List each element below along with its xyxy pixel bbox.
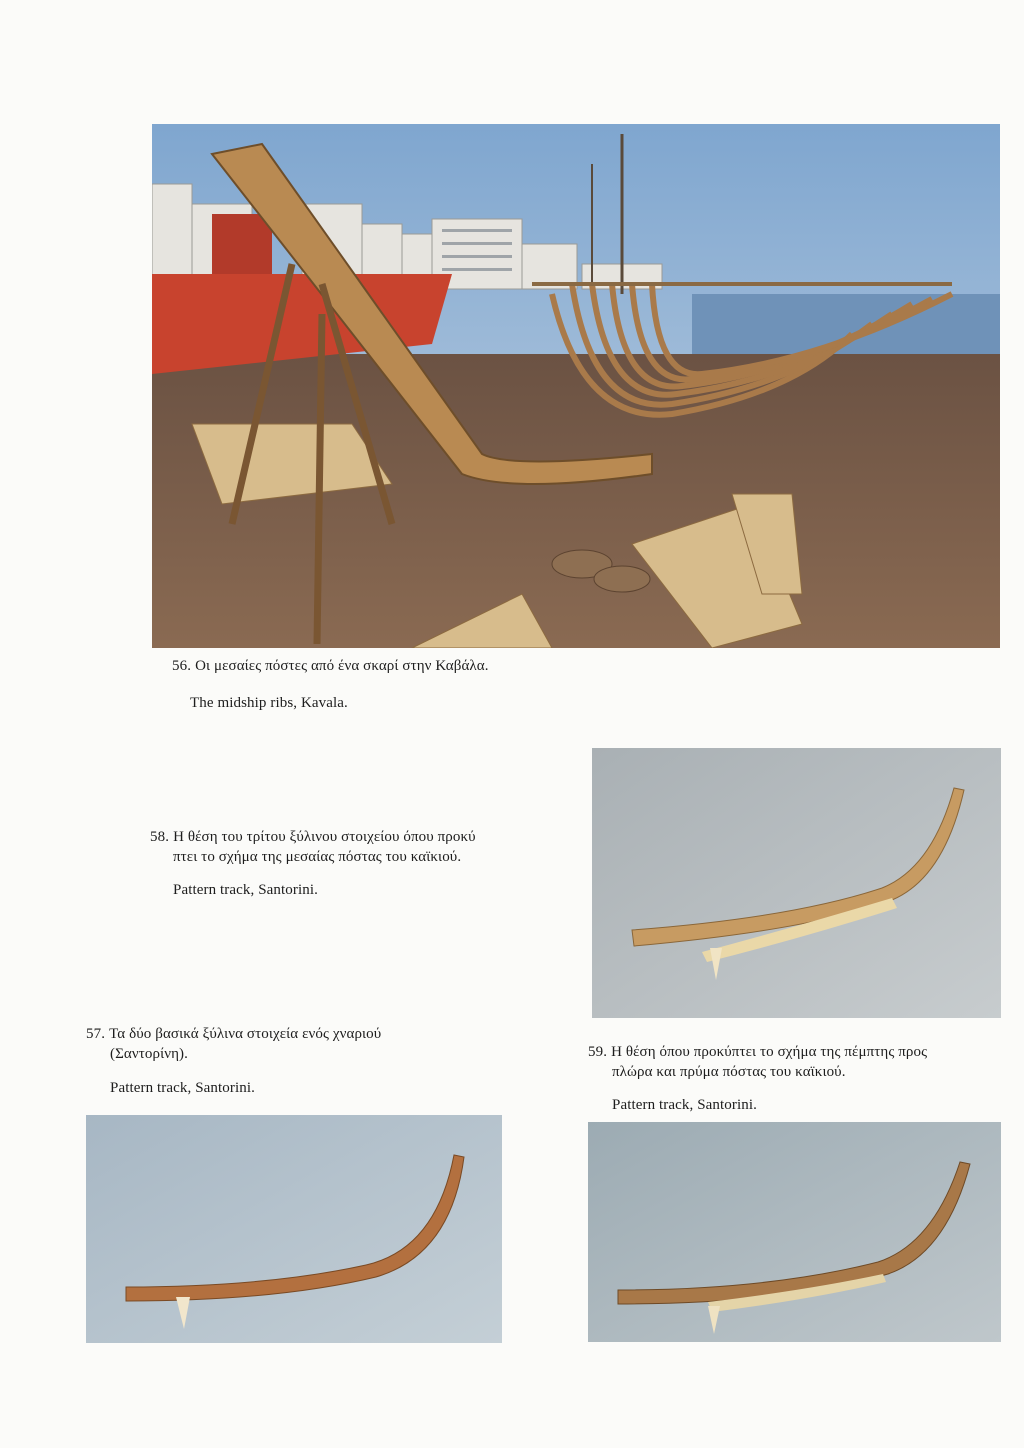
fig59-greek-text-1: Η θέση όπου προκύπτει το σχήμα της πέμπτης προς	[611, 1044, 928, 1060]
fig59-caption-greek-line1	[588, 1043, 927, 1062]
fig56-caption-greek	[172, 657, 489, 676]
photo-pattern-track-59	[588, 1122, 1001, 1342]
fig59-caption-english: Pattern track, Santorini.	[612, 1097, 757, 1113]
fig57-caption-greek-line1	[86, 1025, 381, 1044]
photo-shipyard-kavala	[152, 124, 1000, 648]
fig58-caption-greek-line1	[150, 828, 476, 847]
fig58-caption-greek-line2: πτει το σχήμα της μεσαίας πόστας του καϊκιού.	[173, 849, 462, 865]
fig56-greek-text: Οι μεσαίες πόστες από ένα σκαρί στην Καβάλα.	[195, 658, 489, 674]
fig59-number: 59.	[588, 1044, 608, 1060]
fig59-caption-greek-line2: πλώρα και πρύμα πόστας του καϊκιού.	[612, 1064, 846, 1080]
fig57-caption-greek-line2: (Σαντορίνη).	[110, 1046, 188, 1062]
fig57-number: 57.	[86, 1026, 106, 1042]
photo-pattern-track-57	[86, 1115, 502, 1343]
fig58-caption-english: Pattern track, Santorini.	[173, 882, 318, 898]
fig56-number: 56.	[172, 658, 192, 674]
fig58-number: 58.	[150, 829, 170, 845]
fig57-greek-text-1: Τα δύο βασικά ξύλινα στοιχεία ενός χναριού	[109, 1026, 382, 1042]
fig57-caption-english: Pattern track, Santorini.	[110, 1080, 255, 1096]
fig56-caption-english: The midship ribs, Kavala.	[190, 695, 348, 711]
photo-pattern-track-58	[592, 748, 1001, 1018]
fig58-greek-text-1: Η θέση του τρίτου ξύλινου στοιχείου όπου προκύ	[173, 829, 476, 845]
